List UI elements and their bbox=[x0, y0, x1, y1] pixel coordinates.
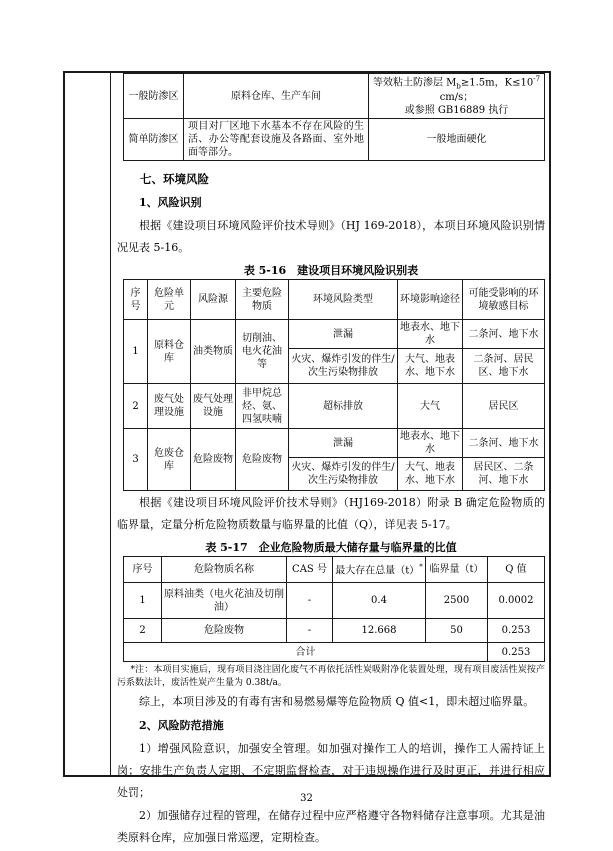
substance-name-cell: 原料油类（电火花油及切削油） bbox=[162, 583, 287, 619]
impact-path-cell: 地表水、地下水 bbox=[398, 429, 463, 458]
header-cell: 可能受影响的环境敏感目标 bbox=[463, 280, 545, 320]
paragraph: 根据《建设项目环境风险评价技术导则》（HJ 169-2018），本项目环境风险识别情况见表 5-16。 bbox=[117, 219, 545, 255]
requirement-text: cm/s； bbox=[439, 92, 474, 104]
header-cell: 危险单元 bbox=[148, 280, 191, 320]
seepage-zone-cell: 简单防渗区 bbox=[124, 119, 184, 161]
requirement-text: 等效粘土防渗层 M bbox=[372, 77, 457, 89]
cas-cell: - bbox=[287, 619, 333, 643]
table-row bbox=[124, 583, 545, 619]
seepage-zone-table bbox=[123, 73, 545, 161]
subsection-title-risk-identification: 1、风险识别 bbox=[139, 196, 202, 210]
row-number-cell: 3 bbox=[124, 429, 148, 491]
max-quantity-cell: 12.668 bbox=[333, 619, 426, 643]
table-row bbox=[124, 320, 545, 349]
q-value-cell: 0.253 bbox=[488, 619, 545, 643]
risk-type-cell: 超标排放 bbox=[289, 384, 398, 429]
target-cell: 居民区、二条河、地下水 bbox=[463, 458, 545, 491]
substance-cell: 切削油、电火花油等 bbox=[236, 320, 289, 384]
critical-quantity-table bbox=[123, 556, 545, 662]
requirement-text: ≥1.5m，K≤10 bbox=[460, 77, 534, 89]
target-cell: 二条河、地下水 bbox=[463, 320, 545, 349]
header-cell: 序号 bbox=[124, 280, 148, 320]
source-cell: 危险废物 bbox=[191, 429, 236, 491]
table-row bbox=[124, 429, 545, 458]
impact-path-cell: 地表水、地下水 bbox=[398, 320, 463, 349]
table-footnote: *注：本项目实施后，现有项目浇注固化废气不再依托活性炭吸附净化装置处理，现有项目废活性炭按产污系数法计，废活性炭产生量为 0.38t/a。 bbox=[117, 665, 545, 689]
subsection-title-prevention: 2、风险防范措施 bbox=[139, 719, 224, 733]
unit-cell: 危废仓库 bbox=[148, 429, 191, 491]
critical-quantity-cell: 2500 bbox=[426, 583, 488, 619]
row-number-cell: 2 bbox=[124, 384, 148, 429]
paragraph: 根据《建设项目环境风险评价技术导则》（HJ169-2018）附录 B 确定危险物质的临界量，定量分析危险物质数量与临界量的比值（Q），详见表 5-17。 bbox=[117, 496, 545, 532]
impact-path-cell: 大气、地表水、地下水 bbox=[398, 349, 463, 384]
paragraph: 1）增强风险意识，加强安全管理。如加强对操作工人的培训，操作工人需持证上岗；安排生产负责人定期、不定期监督检查，对于违规操作进行及时更正，并进行相应处罚； bbox=[117, 742, 545, 800]
risk-type-cell: 泄漏 bbox=[289, 429, 398, 458]
substance-cell: 危险废物 bbox=[236, 429, 289, 491]
form-label-column bbox=[65, 73, 111, 775]
total-q-value-cell: 0.253 bbox=[488, 643, 545, 662]
source-cell: 废气处理设施 bbox=[191, 384, 236, 429]
risk-type-cell: 火灾、爆炸引发的伴生/次生污染物排放 bbox=[289, 458, 398, 491]
header-cell: 临界量（t） bbox=[426, 557, 488, 583]
seepage-zone-cell: 一般防渗区 bbox=[124, 74, 184, 119]
header-cell: 序号 bbox=[124, 557, 162, 583]
seepage-requirement-cell: 一般地面硬化 bbox=[369, 119, 545, 161]
page-number: 32 bbox=[300, 793, 313, 804]
seepage-scope-cell: 原料仓库、生产车间 bbox=[184, 74, 369, 119]
target-cell: 二条河、地下水 bbox=[463, 429, 545, 458]
substance-name-cell: 危险废物 bbox=[162, 619, 287, 643]
risk-type-cell: 泄漏 bbox=[289, 320, 398, 349]
section-title: 七、环境风险 bbox=[140, 172, 209, 187]
paragraph: 2）加强储存过程的管理，在储存过程中应严格遵守各物料储存注意事项。尤其是油类原料仓库，应加强日常巡逻，定期检查。 bbox=[117, 809, 545, 845]
risk-identification-table bbox=[123, 279, 545, 491]
source-cell: 油类物质 bbox=[191, 320, 236, 384]
requirement-superscript: -7 bbox=[533, 75, 541, 83]
table-header-row bbox=[124, 280, 545, 320]
q-value-cell: 0.0002 bbox=[488, 583, 545, 619]
asterisk-superscript: * bbox=[419, 562, 423, 571]
header-cell: 环境影响途径 bbox=[398, 280, 463, 320]
cas-cell: - bbox=[287, 583, 333, 619]
table-16-title: 表 5-16 建设项目环境风险识别表 bbox=[243, 264, 419, 278]
requirement-text: 或参照 GB16889 执行 bbox=[404, 105, 509, 117]
table-total-row bbox=[124, 643, 545, 662]
header-cell bbox=[333, 557, 426, 583]
unit-cell: 原料仓库 bbox=[148, 320, 191, 384]
table-header-row bbox=[124, 557, 545, 583]
impact-path-cell: 大气、地表水、地下水 bbox=[398, 458, 463, 491]
header-cell: 风险源 bbox=[191, 280, 236, 320]
header-text: 最大存在总量（t） bbox=[335, 565, 420, 577]
row-number-cell: 2 bbox=[124, 619, 162, 643]
seepage-requirement-cell bbox=[369, 74, 545, 119]
substance-cell: 非甲烷总烃、氨、四氢呋喃 bbox=[236, 384, 289, 429]
table-row bbox=[124, 119, 545, 161]
table-17-title: 表 5-17 企业危险物质最大储存量与临界量的比值 bbox=[205, 541, 457, 555]
header-cell: 危险物质名称 bbox=[162, 557, 287, 583]
seepage-scope-cell: 项目对厂区地下水基本不存在风险的生活、办公等配套设施及各路面、室外地面等部分。 bbox=[184, 119, 369, 161]
table-row bbox=[124, 384, 545, 429]
table-row bbox=[124, 619, 545, 643]
header-cell: CAS 号 bbox=[287, 557, 333, 583]
conclusion-paragraph: 综上，本项目涉及的有毒有害和易燃易爆等危险物质 Q 值<1，即未超过临界量。 bbox=[139, 695, 535, 709]
row-number-cell: 1 bbox=[124, 320, 148, 384]
impact-path-cell: 大气 bbox=[398, 384, 463, 429]
header-cell: 主要危险物质 bbox=[236, 280, 289, 320]
row-number-cell: 1 bbox=[124, 583, 162, 619]
max-quantity-cell: 0.4 bbox=[333, 583, 426, 619]
target-cell: 二条河、居民区、地下水 bbox=[463, 349, 545, 384]
header-cell: Q 值 bbox=[488, 557, 545, 583]
unit-cell: 废气处理设施 bbox=[148, 384, 191, 429]
table-row bbox=[124, 74, 545, 119]
critical-quantity-cell: 50 bbox=[426, 619, 488, 643]
requirement-subscript: b bbox=[456, 82, 461, 91]
risk-type-cell: 火灾、爆炸引发的伴生/次生污染物排放 bbox=[289, 349, 398, 384]
target-cell: 居民区 bbox=[463, 384, 545, 429]
header-cell: 环境风险类型 bbox=[289, 280, 398, 320]
total-label-cell: 合计 bbox=[124, 643, 488, 662]
